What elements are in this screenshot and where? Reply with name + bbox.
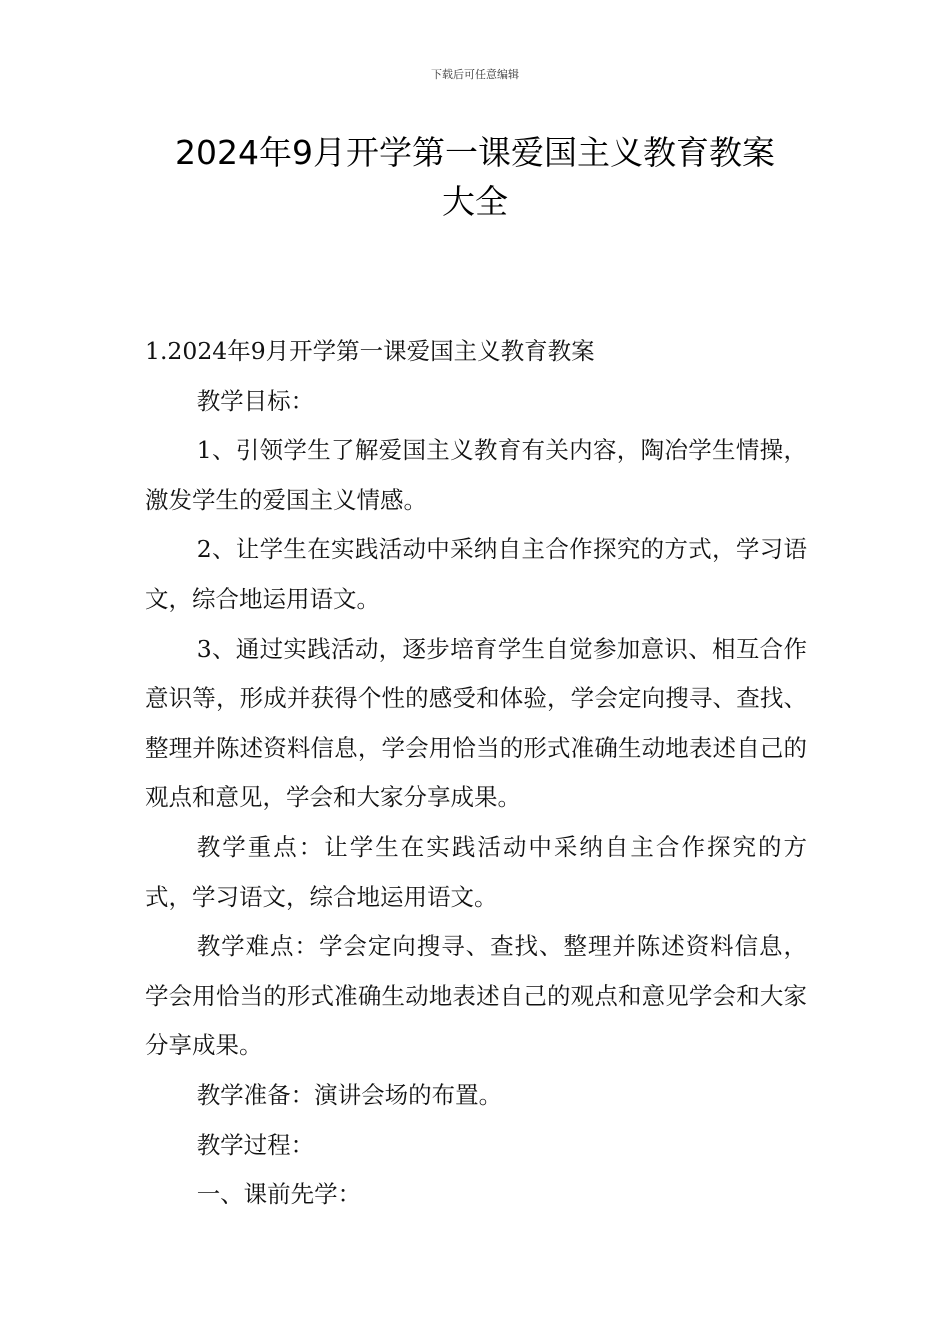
- title-line-2: 大全: [442, 182, 508, 221]
- title-line-1: 2024年9月开学第一课爱国主义教育教案: [175, 133, 775, 172]
- paragraph-difficulties: 教学难点：学会定向搜寻、查找、整理并陈述资料信息，学会用恰当的形式准确生动地表述自己的观点和意见学会和大家分享成果。: [145, 932, 807, 1060]
- paragraph-goal-3: 3、通过实践活动，逐步培育学生自觉参加意识、相互合作意识等，形成并获得个性的感受和体验，学会定向搜寻、查找、整理并陈述资料信息，学会用恰当的形式准确生动地表述自己的观点和意见，学会和大家分享成果。: [145, 634, 807, 812]
- paragraph-teaching-goals: 教学目标：: [196, 386, 315, 415]
- document-body: [145, 327, 807, 1220]
- paragraph-process: 教学过程：: [196, 1130, 315, 1159]
- section-heading: 1.2024年9月开学第一课爱国主义教育教案: [145, 337, 595, 365]
- paragraph-key-points: 教学重点：让学生在实践活动中采纳自主合作探究的方式，学习语文，综合地运用语文。: [145, 832, 807, 911]
- paragraph-preparation: 教学准备：演讲会场的布置。: [196, 1080, 503, 1109]
- paragraph-goal-1: 1、引领学生了解爱国主义教育有关内容，陶冶学生情操，激发学生的爱国主义情感。: [145, 436, 807, 514]
- header-note: 下载后可任意编辑: [431, 68, 519, 81]
- document-title: [120, 128, 830, 226]
- paragraph-goal-2: 2、让学生在实践活动中采纳自主合作探究的方式，学习语文，综合地运用语文。: [145, 535, 807, 613]
- paragraph-step-1: 一、课前先学：: [196, 1180, 362, 1209]
